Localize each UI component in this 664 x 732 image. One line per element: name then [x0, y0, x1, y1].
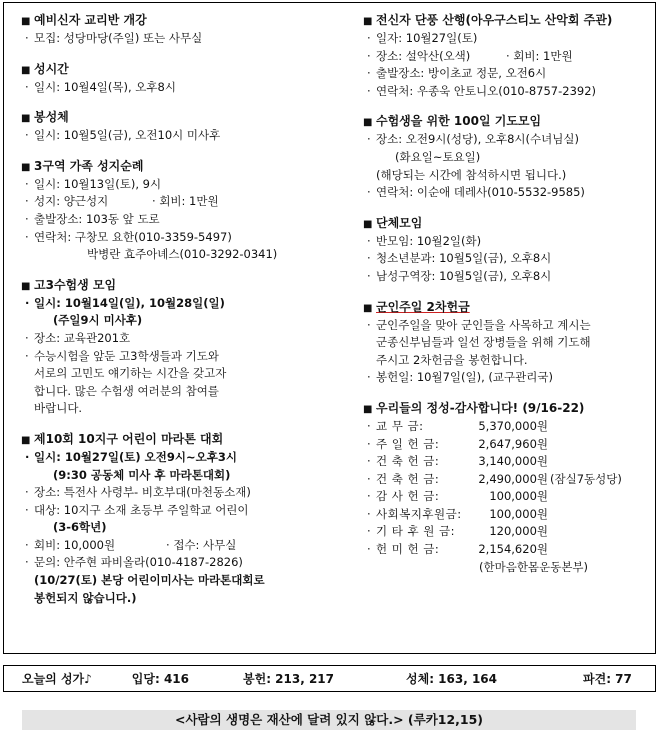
bullet-square-icon: ■: [21, 16, 31, 27]
notice-military-collection: [363, 298, 653, 387]
dot-icon: ·: [367, 185, 371, 200]
dot-icon: ·: [367, 268, 371, 283]
offering-label: 기 타 후 원 금:: [376, 524, 456, 539]
dot-icon: ·: [25, 449, 30, 464]
notice-line: 연락처: 이순애 데레사(010-5532-9585): [376, 185, 585, 200]
notice-line: (9:30 공동체 미사 후 마라톤대회): [53, 467, 231, 482]
notice-line: 모집: 성당마당(주일) 또는 사무실: [34, 31, 203, 45]
notice-autumn-hike: [363, 11, 653, 100]
section-title: ■ 군인주일 2차헌금: [363, 298, 653, 317]
offering-row: [363, 453, 653, 471]
dot-icon: ·: [25, 79, 29, 94]
offering-row: [363, 506, 653, 524]
bullet-square-icon: ■: [363, 16, 373, 27]
hymn-communion: 성체: 163, 164: [406, 672, 498, 686]
notice-line: 서로의 고민도 얘기하는 시간을 갖고자: [34, 366, 227, 381]
notice-line: 반모임: 10월2일(화): [376, 233, 482, 248]
offering-amount: 5,370,000원: [478, 418, 548, 433]
notice-communion-visit: [21, 108, 343, 145]
offering-label: 교 무 금:: [376, 418, 424, 433]
dot-icon: ·: [367, 233, 371, 248]
dot-icon: ·: [25, 176, 29, 191]
notice-line: 접수: 사무실: [173, 537, 237, 552]
notice-line: 주시고 2차헌금을 봉헌합니다.: [376, 352, 528, 367]
notice-line: 일시: 10월4일(목), 오후8시: [34, 79, 176, 94]
dot-icon: ·: [367, 471, 371, 486]
notice-line: 성지: 양근성지: [34, 194, 109, 209]
scripture-quote: <사람의 생명은 재산에 달려 있지 않다.> (루카12,15): [22, 710, 636, 730]
offering-label: 헌 미 헌 금:: [376, 542, 440, 557]
dot-icon: ·: [367, 83, 371, 98]
offering-row: [363, 436, 653, 454]
notice-holy-hour: [21, 60, 343, 97]
hymn-label: 오늘의 성가♪: [22, 672, 92, 686]
dot-icon: ·: [367, 454, 371, 469]
notice-line: 회비: 10,000원: [34, 537, 116, 552]
notice-line: 일시: 10월27일(토) 오전9시~오후3시: [34, 449, 237, 464]
section-title: ■ 고3수험생 모임: [21, 276, 343, 295]
bullet-square-icon: ■: [21, 113, 31, 125]
section-title: ■ 봉성체: [21, 108, 343, 127]
dot-icon: ·: [25, 295, 30, 310]
offering-label: 감 사 헌 금:: [376, 489, 440, 504]
bulletin-notice-box: [3, 2, 656, 654]
notice-line: 일시: 10월5일(금), 오전10시 미사후: [34, 128, 221, 143]
notice-line: 합니다. 많은 수험생 여러분의 참여를: [34, 383, 219, 398]
dot-icon: ·: [25, 330, 29, 345]
dot-icon: ·: [367, 418, 371, 433]
notice-line: 연락처: 우종욱 안토니오(010-8757-2392): [376, 83, 597, 98]
notice-line: (화요일~토요일): [395, 149, 481, 164]
dot-icon: ·: [25, 128, 29, 143]
offering-row: [363, 471, 653, 489]
left-column: [21, 11, 343, 607]
offering-footer: (한마음한몸운동본부): [479, 559, 588, 574]
dot-icon: ·: [25, 229, 29, 244]
notice-catechumen-class: [21, 11, 343, 48]
dot-icon: ·: [25, 211, 29, 226]
notice-line: (해당되는 시간에 참석하시면 됩니다.): [376, 167, 567, 182]
offering-amount: 2,154,620원: [478, 542, 548, 557]
offering-amount: 2,490,000원: [478, 471, 548, 486]
dot-icon: ·: [367, 31, 371, 45]
notice-line: 군인주일을 맞아 군인들을 사목하고 계시는: [376, 317, 591, 332]
section-title: ■ 전신자 단풍 산행(아우구스티노 산악회 주관): [363, 11, 653, 30]
notice-line: 바랍니다.: [34, 401, 83, 416]
bullet-square-icon: ■: [363, 218, 373, 230]
bullet-square-icon: ■: [363, 403, 373, 415]
notice-line: 대상: 10지구 소재 초등부 주일학교 어린이: [34, 502, 249, 517]
notice-line: 남성구역장: 10월5일(금), 오후8시: [376, 268, 552, 283]
dot-icon: ·: [367, 489, 371, 504]
notice-line: 장소: 오전9시(성당), 오후8시(수녀님실): [376, 132, 579, 147]
hymn-recessional: 파견: 77: [583, 672, 632, 686]
offering-amount: 2,647,960원: [478, 436, 548, 451]
notice-line: 봉헌일: 10월7일(일), (교구관리국): [376, 370, 553, 385]
bullet-square-icon: ■: [363, 302, 373, 314]
dot-icon: ·: [367, 48, 371, 63]
bullet-square-icon: ■: [363, 117, 373, 129]
bullet-square-icon: ■: [21, 434, 31, 446]
notice-line: 장소: 교육관201호: [34, 330, 131, 345]
offering-note: (잠실7동성당): [550, 471, 622, 486]
hymn-offertory: 봉헌: 213, 217: [243, 672, 335, 686]
offering-amount: 120,000원: [489, 524, 548, 539]
section-title: ■ 3구역 가족 성지순례: [21, 157, 343, 176]
bullet-square-icon: ■: [21, 64, 31, 76]
notice-line: 회비: 1만원: [159, 194, 219, 209]
dot-icon: ·: [25, 485, 29, 500]
notice-line: 회비: 1만원: [513, 48, 573, 63]
notice-children-marathon: [21, 430, 343, 607]
dot-icon: ·: [367, 506, 371, 521]
notice-100day-prayer: [363, 112, 653, 201]
bullet-square-icon: ■: [21, 280, 31, 292]
right-column: [363, 11, 653, 576]
offering-note: [548, 418, 550, 436]
offering-note: [548, 488, 550, 506]
offering-list: [363, 418, 653, 559]
dot-icon: ·: [506, 48, 514, 63]
dot-icon: ·: [25, 502, 29, 517]
notice-line: (주일9시 미사후): [53, 313, 143, 328]
dot-icon: ·: [367, 370, 371, 385]
notice-line: 장소: 특전사 사령부- 비호부대(마천동소재): [34, 485, 251, 500]
notice-line: 연락처: 구창모 요한(010-3359-5497): [34, 229, 232, 244]
dot-icon: ·: [367, 524, 371, 539]
notice-line: (3-6학년): [53, 520, 107, 535]
offering-label: 건 축 헌 금:: [376, 454, 440, 469]
hymn-bar: [3, 665, 656, 692]
notice-line: 일시: 10월14일(일), 10월28일(일): [34, 295, 225, 310]
offering-row: [363, 488, 653, 506]
offering-note: [548, 541, 550, 559]
section-title: ■ 예비신자 교리반 개강: [21, 11, 343, 30]
dot-icon: ·: [25, 31, 29, 45]
dot-icon: ·: [367, 436, 371, 451]
offering-label: 주 일 헌 금:: [376, 436, 440, 451]
dot-icon: ·: [25, 194, 29, 209]
section-title: ■ 성시간: [21, 60, 343, 79]
offering-row: [363, 523, 653, 541]
dot-icon: ·: [25, 348, 29, 363]
notice-line: 봉헌되지 않습니다.): [34, 590, 137, 605]
hymn-entrance: 입당: 416: [131, 672, 190, 686]
bullet-square-icon: ■: [21, 161, 31, 173]
dot-icon: ·: [367, 251, 371, 266]
offering-row: [363, 418, 653, 436]
notice-exam-students: [21, 276, 343, 418]
dot-icon: ·: [367, 132, 371, 147]
notice-line: 군종신부님들과 일선 장병들을 위해 기도해: [376, 335, 591, 350]
section-title: ■ 수험생을 위한 100일 기도모임: [363, 112, 653, 131]
notice-line: 출발장소: 방이초교 정문, 오전6시: [376, 66, 547, 81]
offering-label: 건 축 헌 금:: [376, 471, 440, 486]
offering-note: [548, 436, 550, 454]
notice-line: (10/27(토) 본당 어린이미사는 마라톤대회로: [34, 573, 265, 588]
offering-note: [548, 506, 550, 524]
section-title: ■ 우리들의 정성-감사합니다! (9/16-22): [363, 399, 653, 418]
section-title: ■ 단체모임: [363, 214, 653, 233]
notice-line: 청소년분과: 10월5일(금), 오후8시: [376, 251, 552, 266]
notice-offerings: [363, 399, 653, 576]
dot-icon: ·: [25, 537, 29, 552]
dot-icon: ·: [25, 555, 29, 570]
notice-pilgrimage: [21, 157, 343, 264]
notice-line: 문의: 안주현 파비올라(010-4187-2826): [34, 555, 243, 570]
offering-amount: 100,000원: [489, 489, 548, 504]
offering-label: 사회복지후원금:: [376, 506, 462, 521]
dot-icon: ·: [367, 317, 371, 332]
section-title: ■ 제10회 10지구 어린이 마라톤 대회: [21, 430, 343, 449]
offering-row: [363, 541, 653, 559]
dot-icon: ·: [367, 542, 371, 557]
dot-icon: ·: [152, 194, 160, 209]
notice-line: 일시: 10월13일(토), 9시: [34, 176, 162, 191]
notice-line: 일자: 10월27일(토): [376, 31, 478, 45]
notice-line: 박병란 효주아녜스(010-3292-0341): [87, 247, 278, 262]
offering-note: [548, 453, 550, 471]
notice-line: 출발장소: 103동 앞 도로: [34, 211, 160, 226]
offering-amount: 100,000원: [489, 506, 548, 521]
dot-icon: ·: [367, 66, 371, 81]
notice-group-meetings: [363, 214, 653, 286]
offering-amount: 3,140,000원: [478, 454, 548, 469]
notice-line: 수능시험을 앞둔 고3학생들과 기도와: [34, 348, 219, 363]
offering-note: [548, 523, 550, 541]
dot-icon: ·: [166, 537, 174, 552]
notice-line: 장소: 설악산(오색): [376, 48, 471, 63]
